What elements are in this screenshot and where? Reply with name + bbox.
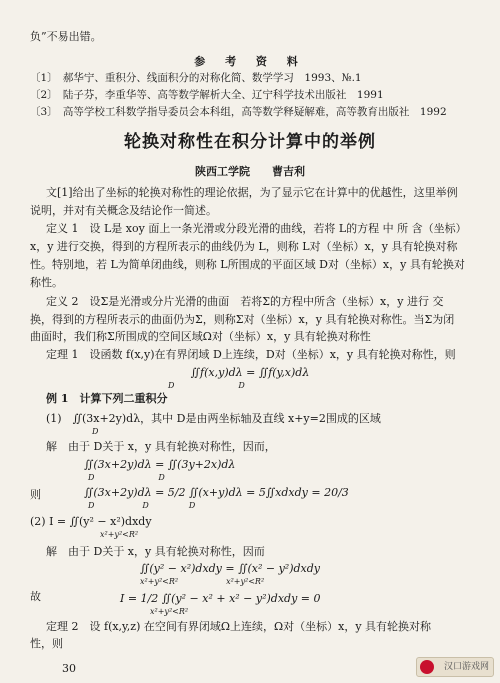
- equation: ∬(3x+2y)dλ = ∬(3y+2x)dλ: [84, 458, 236, 471]
- author-line: 陕西工学院 曹吉利: [195, 165, 305, 178]
- solution-text: 解 由于 D关于 x，y 具有轮换对称性，因而，: [46, 440, 276, 453]
- theorem-1: 定理 1 设函数 f(x,y)在有界闭域 D上连续，D对（坐标）x，y 具有轮换对称性，则: [46, 348, 456, 361]
- equation-subscript: x²+y²<R²: [150, 607, 189, 616]
- equation: ∬(y² − x²)dxdy = ∬(x² − y²)dxdy: [140, 562, 321, 575]
- watermark-logo: [416, 657, 494, 677]
- definition-1: x，y 进行交换，得到的方程所表示的曲线仍为 L，则称 L对（坐标）x，y 具有轮换对称: [30, 240, 458, 253]
- equation-subscript: x²+y²<R² x²+y²<R²: [140, 577, 265, 586]
- definition-1: 称性。: [30, 276, 63, 289]
- then-label: 则: [30, 488, 41, 501]
- definition-2: 曲面时，我们称Σ所围成的空间区域Ω对（坐标）x，y 具有轮换对称性: [30, 330, 371, 343]
- definition-2: 定义 2 设Σ是光滑或分片光滑的曲面 若将Σ的方程中所含（坐标）x，y 进行 交: [46, 295, 444, 308]
- reference-item: 〔2〕 陆子芬，李重华等、高等数学解析大全、辽宁科学技术出版社 1991: [30, 89, 384, 101]
- intro-text: 说明，并对有关概念及结论作一简述。: [30, 204, 217, 217]
- watermark-text: 汉口游戏网: [443, 662, 489, 672]
- equation: ∬f(x,y)dλ = ∬f(y,x)dλ: [190, 366, 310, 379]
- equation-subscript: x²+y²<R²: [100, 530, 139, 539]
- article-title: 轮换对称性在积分计算中的举例: [124, 132, 376, 152]
- equation-subscript: D D: [88, 473, 165, 482]
- theorem-2: 性，则: [30, 637, 63, 650]
- example-heading: 例 1 计算下列二重积分: [46, 392, 168, 405]
- definition-2: 换，得到的方程所表示的曲面仍为Σ，则称Σ对（坐标）x，y 具有轮换对称性。当Σ为闭: [30, 313, 455, 326]
- so-label: 故: [30, 590, 41, 603]
- equation: I = 1/2 ∬(y² − x² + x² − y²)dxdy = 0: [120, 592, 321, 605]
- equation-subscript: D: [92, 427, 99, 436]
- reference-item: 〔1〕 郝华宁、重积分、线面积分的对称化简、数学学习 1993、№.1: [30, 72, 362, 84]
- equation-subscript: D D D: [88, 501, 196, 510]
- references-heading: 参 考 资 料: [194, 55, 306, 68]
- page-number: 30: [62, 662, 76, 675]
- theorem-2: 定理 2 设 f(x,y,z) 在空间有界闭域Ω上连续，Ω对（坐标）x，y 具有轮换对称: [46, 620, 432, 633]
- example-item: (2) I = ∬(y² − x²)dxdy: [30, 515, 152, 528]
- equation: ∬(3x+2y)dλ = 5/2 ∬(x+y)dλ = 5∬xdxdy = 20/3: [84, 486, 349, 499]
- equation-subscript: D D: [168, 381, 245, 390]
- logo-icon: [420, 660, 434, 674]
- top-fragment: 负”不易出错。: [30, 30, 102, 43]
- intro-text: 文[1]给出了坐标的轮换对称性的理论依据，为了显示它在计算中的优越性，这里举例: [46, 186, 458, 199]
- reference-item: 〔3〕 高等学校工科数学指导委员会本科组，高等数学释疑解难，高等教育出版社 1992: [30, 106, 447, 118]
- definition-1: 定义 1 设 L是 xoy 面上一条光滑或分段光滑的曲线，若将 L的方程 中 所 含（坐标）: [46, 222, 467, 235]
- solution-text: 解 由于 D关于 x，y 具有轮换对称性，因而: [46, 545, 265, 558]
- example-item: (1) ∬(3x+2y)dλ，其中 D是由两坐标轴及直线 x+y=2围成的区域: [46, 412, 381, 425]
- definition-1: 性。特别地，若 L为简单闭曲线，则称 L所围成的平面区域 D对（坐标）x，y 具有轮换对: [30, 258, 465, 271]
